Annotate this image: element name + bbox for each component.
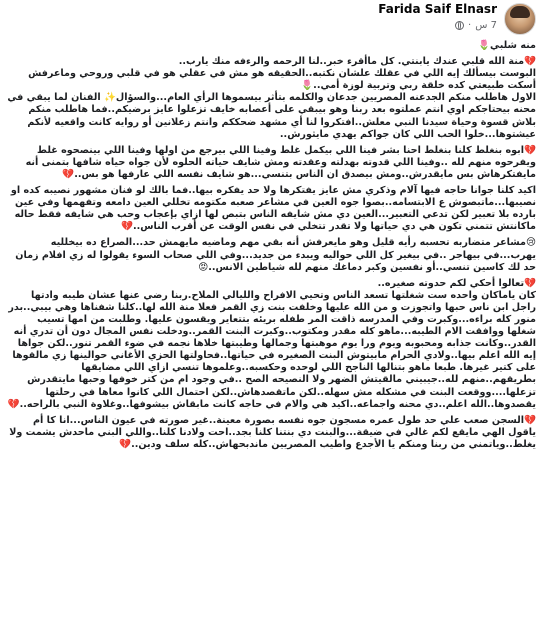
- globe-icon[interactable]: [455, 21, 464, 30]
- post-paragraph: 💔السجن صعب علي حد طول عمره مسجون جوه نفسه بصورة معينة..غير صورته في عيون الناس...انا كا أم ياقول الهي مايقع لكم غالي في ضيقة...والبنت دي بنتنا كلنا بجد..احت ولادنا كلنا..واللي البني ماحدش يشمت ولا يغلط..وياتمني من ربنا ومنكم يا الأجدع واطيب المصريين ماندبحهاش..كله سلف ودين..💔: [9, 414, 536, 450]
- post-body: [6, 40, 536, 451]
- meta-separator: ·: [468, 19, 472, 31]
- author-name[interactable]: Farida Saif Elnasr: [378, 2, 497, 16]
- post-paragraph: 💔منة الله قلبي عندك يابنتي. كل ماأقرء خبر..لنا الرحمه والرءفه منك يارب.. البوست بيسألك إيه اللي في عقلك علشان نكتبه..الحقيقه هو مش في عقلي هو في قلبي وروحي وماعرفش أسكت طبيعتي كده خلقة ربي وتربية لوزة أمي..🌷 الاول هاطلب منكم الجدعنه المصريين جدعان والكلمه بتأثر بيسموها الرأي العام...والسؤال✨ الفنان لما يبقي في محنه بيحتاجكم اوي انتم عملتوه بعد ربنا وهو بيبقي على أعصابه خايف تزعلوا عايز برضيكم..فما هاطلب منكم بلاش قسوة وحياة سيدنا النبي معلش..افتكروا لنا أي مشهد ضحككم وانتم زعلانين أو روايه كانت واقعيه لأنكم عيشتوها...خلوا الحب اللي كان جواكم يهدي مايثورش..: [7, 56, 536, 140]
- post-header: [6, 0, 536, 40]
- author-avatar[interactable]: [504, 3, 536, 35]
- post-paragraph: اكيد كلنا جوانا حاجه فيها آلام وذكري مش عايز يفتكرها ولا حد يفكره بيها..فما بالك لو فنان مشهور نصيبه كده او نصيبها...ماتبصوش ع الابتسامه..بصوا جوه العين في مشاعر صعبه مكتومه تخللي العين دامعه وتفهمها وفي عين بارده بلا تعبير لكن تدعي التعبير...العين دي مش شايفه الناس بتبص لها ازاي بإعجاب وحب هي شايفه فقط حاله ماكانتش تتمني تكون هي دي حياتها ولا تقدر تتخلي في نفس الوقت عن أقرب الناس..💔: [10, 185, 536, 233]
- post-paragraph: 😢مشاعر متضاربه تحسبه رأيه قليل وهو مايعرفش أنه بقي مهم وماضيه مايهمش حد...الصراع ده بيخلليه يهرب...في بيهاجر ..في بيغير كل اللي حواليه ويبدء من جديد...وفي اللي صحاب السوء يقولوا له زي افلام زمان حد لك كاسين تنسي..أو نفسين وكبر دماغك منهم لله شياطين الانس..😡: [15, 237, 536, 273]
- post-paragraph: منه شلبي🌷: [478, 40, 536, 51]
- post-timestamp[interactable]: 7 س: [475, 19, 497, 31]
- post-paragraph: 💔ابوه بنغلط كلنا بنغلط احنا بشر فينا اللي بيكمل غلط وفينا اللي بيرجع من اولها وفينا اللي بينصحوه غلط ويفرحوه منهم لله ..وفينا اللي قدوته بهدلته وعقدته ومش شايف حياته الحلوه لأن جواه حياه شافها بتمنى أنه مايفتكرهاش بس مايقدرش..ومش بيصدق ان الناس بتنسي...هو شايف نفسه اللي عارفها هو بس..💔: [25, 144, 536, 180]
- post-meta: [378, 20, 497, 32]
- post-paragraph: 💔تعالوا أحكي لكم حدوته صغيره.. كان ياماكان واحده ست شغلتها تسعد الناس وتحيي الافراح والليالي الملاح.ربنا رضي عنها عشان طيبه وادتها راجل ابن ناس حبها واتجوزت و من الله عليها وخلفت بنت زي القمر فعلا منة الله لها..كلنا شفناها وهي بيبي..بدر منور كله براءه...وكبرت وفي المدرسه ذاقت المر طفله بريئه بتتعاير ويقسون عليها. وطلبت من امها تسيب شغلها ووافقت الام الطيبه...ماهو كله مقدر ومكتوب..وكبرت البنت القمر..ودخلت نفس المجال دون أن تدري أنه القدر..وكانت جذابه ومحبوبه ويوم ورا يوم موهبتها وجمالها وطيبتها خلاها نجمه في ضوء القمر تنور..لكن جواها إيه الله اعلم بيها..ولادي الحرام مابيتوش البنت الصغيره في حياتها..فحاولتها الحزي الأغاني حوالينها زي مالقوها على كتير غيرها. طبعا ماهو بتنالها الناجح اللي لوحده وحكسبه..وعلموها تنسي ازاي اللي مضايقها بطريقهم..منهم لله..جيبيني مالقيتش الضهر ولا النصيحه الصح ..في وجود ام من كتر خوفها وحبها مايتقدرش تزعلها....ووقعت البنت في مشكله مش سهله..لكن ماتقصدهاش..لكن احتمال اللي كانوا معاها في رحلتها يقصدوها..الله اعلم..دي محنه واجماعه..اكيد هي والام في حاجه كانت مابقاش بيشوفها..وغلاوة النبي بالراحه..💔: [7, 277, 536, 410]
- author-meta: [378, 3, 497, 31]
